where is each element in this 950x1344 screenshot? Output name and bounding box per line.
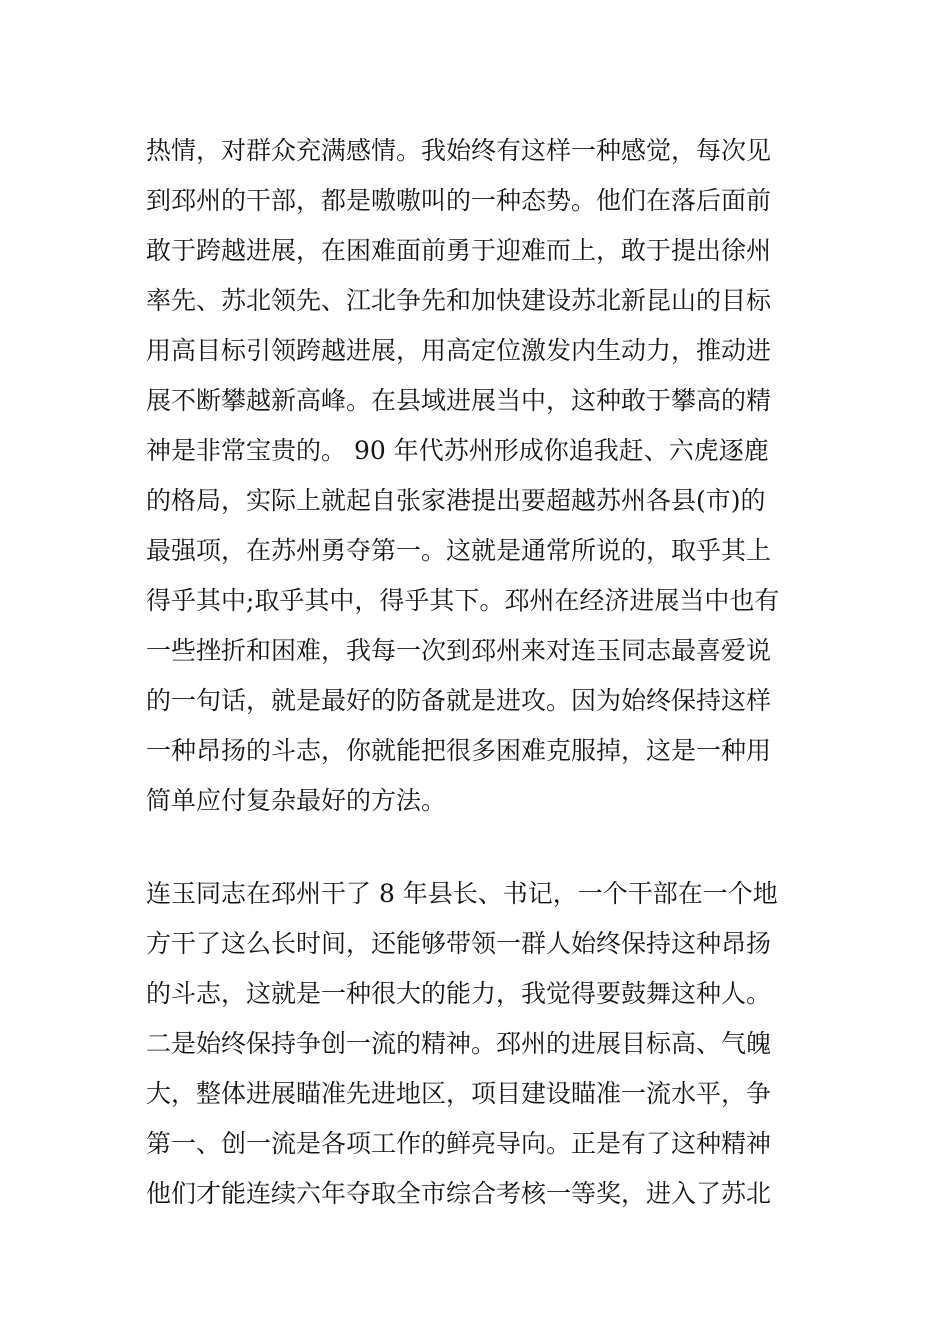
text-line: 一些挫折和困难，我每一次到邳州来对连玉同志最喜爱说 <box>146 636 772 665</box>
text-line: 的一句话，就是最好的防备就是进攻。因为始终保持这样 <box>146 686 772 715</box>
text-line: 神是非常宝贵的。 90 年代苏州形成你追我赶、六虎逐鹿 <box>146 436 769 465</box>
text-line: 方干了这么长时间，还能够带领一群人始终保持这种昂扬 <box>146 929 772 958</box>
text-line: 到邳州的干部，都是嗷嗷叫的一种态势。他们在落后面前 <box>146 186 772 215</box>
text-line: 最强项，在苏州勇夺第一。这就是通常所说的，取乎其上 <box>146 536 772 565</box>
text-line: 简单应付复杂最好的方法。 <box>146 786 447 815</box>
paragraph <box>146 126 779 826</box>
text-line: 的格局，实际上就起自张家港提出要超越苏州各县(市)的 <box>146 486 766 515</box>
text-line: 的斗志，这就是一种很大的能力，我觉得要鼓舞这种人。 <box>146 979 772 1008</box>
text-line: 大，整体进展瞄准先进地区，项目建设瞄准一流水平，争 <box>146 1079 772 1108</box>
text-line: 展不断攀越新高峰。在县域进展当中，这种敢于攀高的精 <box>146 386 772 415</box>
text-line: 热情，对群众充满感情。我始终有这样一种感觉，每次见 <box>146 136 772 165</box>
text-line: 他们才能连续六年夺取全市综合考核一等奖，进入了苏北 <box>146 1179 772 1208</box>
text-line: 率先、苏北领先、江北争先和加快建设苏北新昆山的目标 <box>146 286 772 315</box>
text-line: 连玉同志在邳州干了 8 年县长、书记，一个干部在一个地 <box>146 879 778 908</box>
text-line: 二是始终保持争创一流的精神。邳州的进展目标高、气魄 <box>146 1029 772 1058</box>
text-line: 敢于跨越进展，在困难面前勇于迎难而上，敢于提出徐州 <box>146 236 772 265</box>
text-line: 用高目标引领跨越进展，用高定位激发内生动力，推动进 <box>146 336 772 365</box>
text-line: 一种昂扬的斗志，你就能把很多困难克服掉，这是一种用 <box>146 736 772 765</box>
text-line: 得乎其中;取乎其中，得乎其下。邳州在经济进展当中也有 <box>146 586 780 615</box>
text-line: 第一、创一流是各项工作的鲜亮导向。正是有了这种精神 <box>146 1129 772 1158</box>
paragraph <box>146 869 778 1219</box>
